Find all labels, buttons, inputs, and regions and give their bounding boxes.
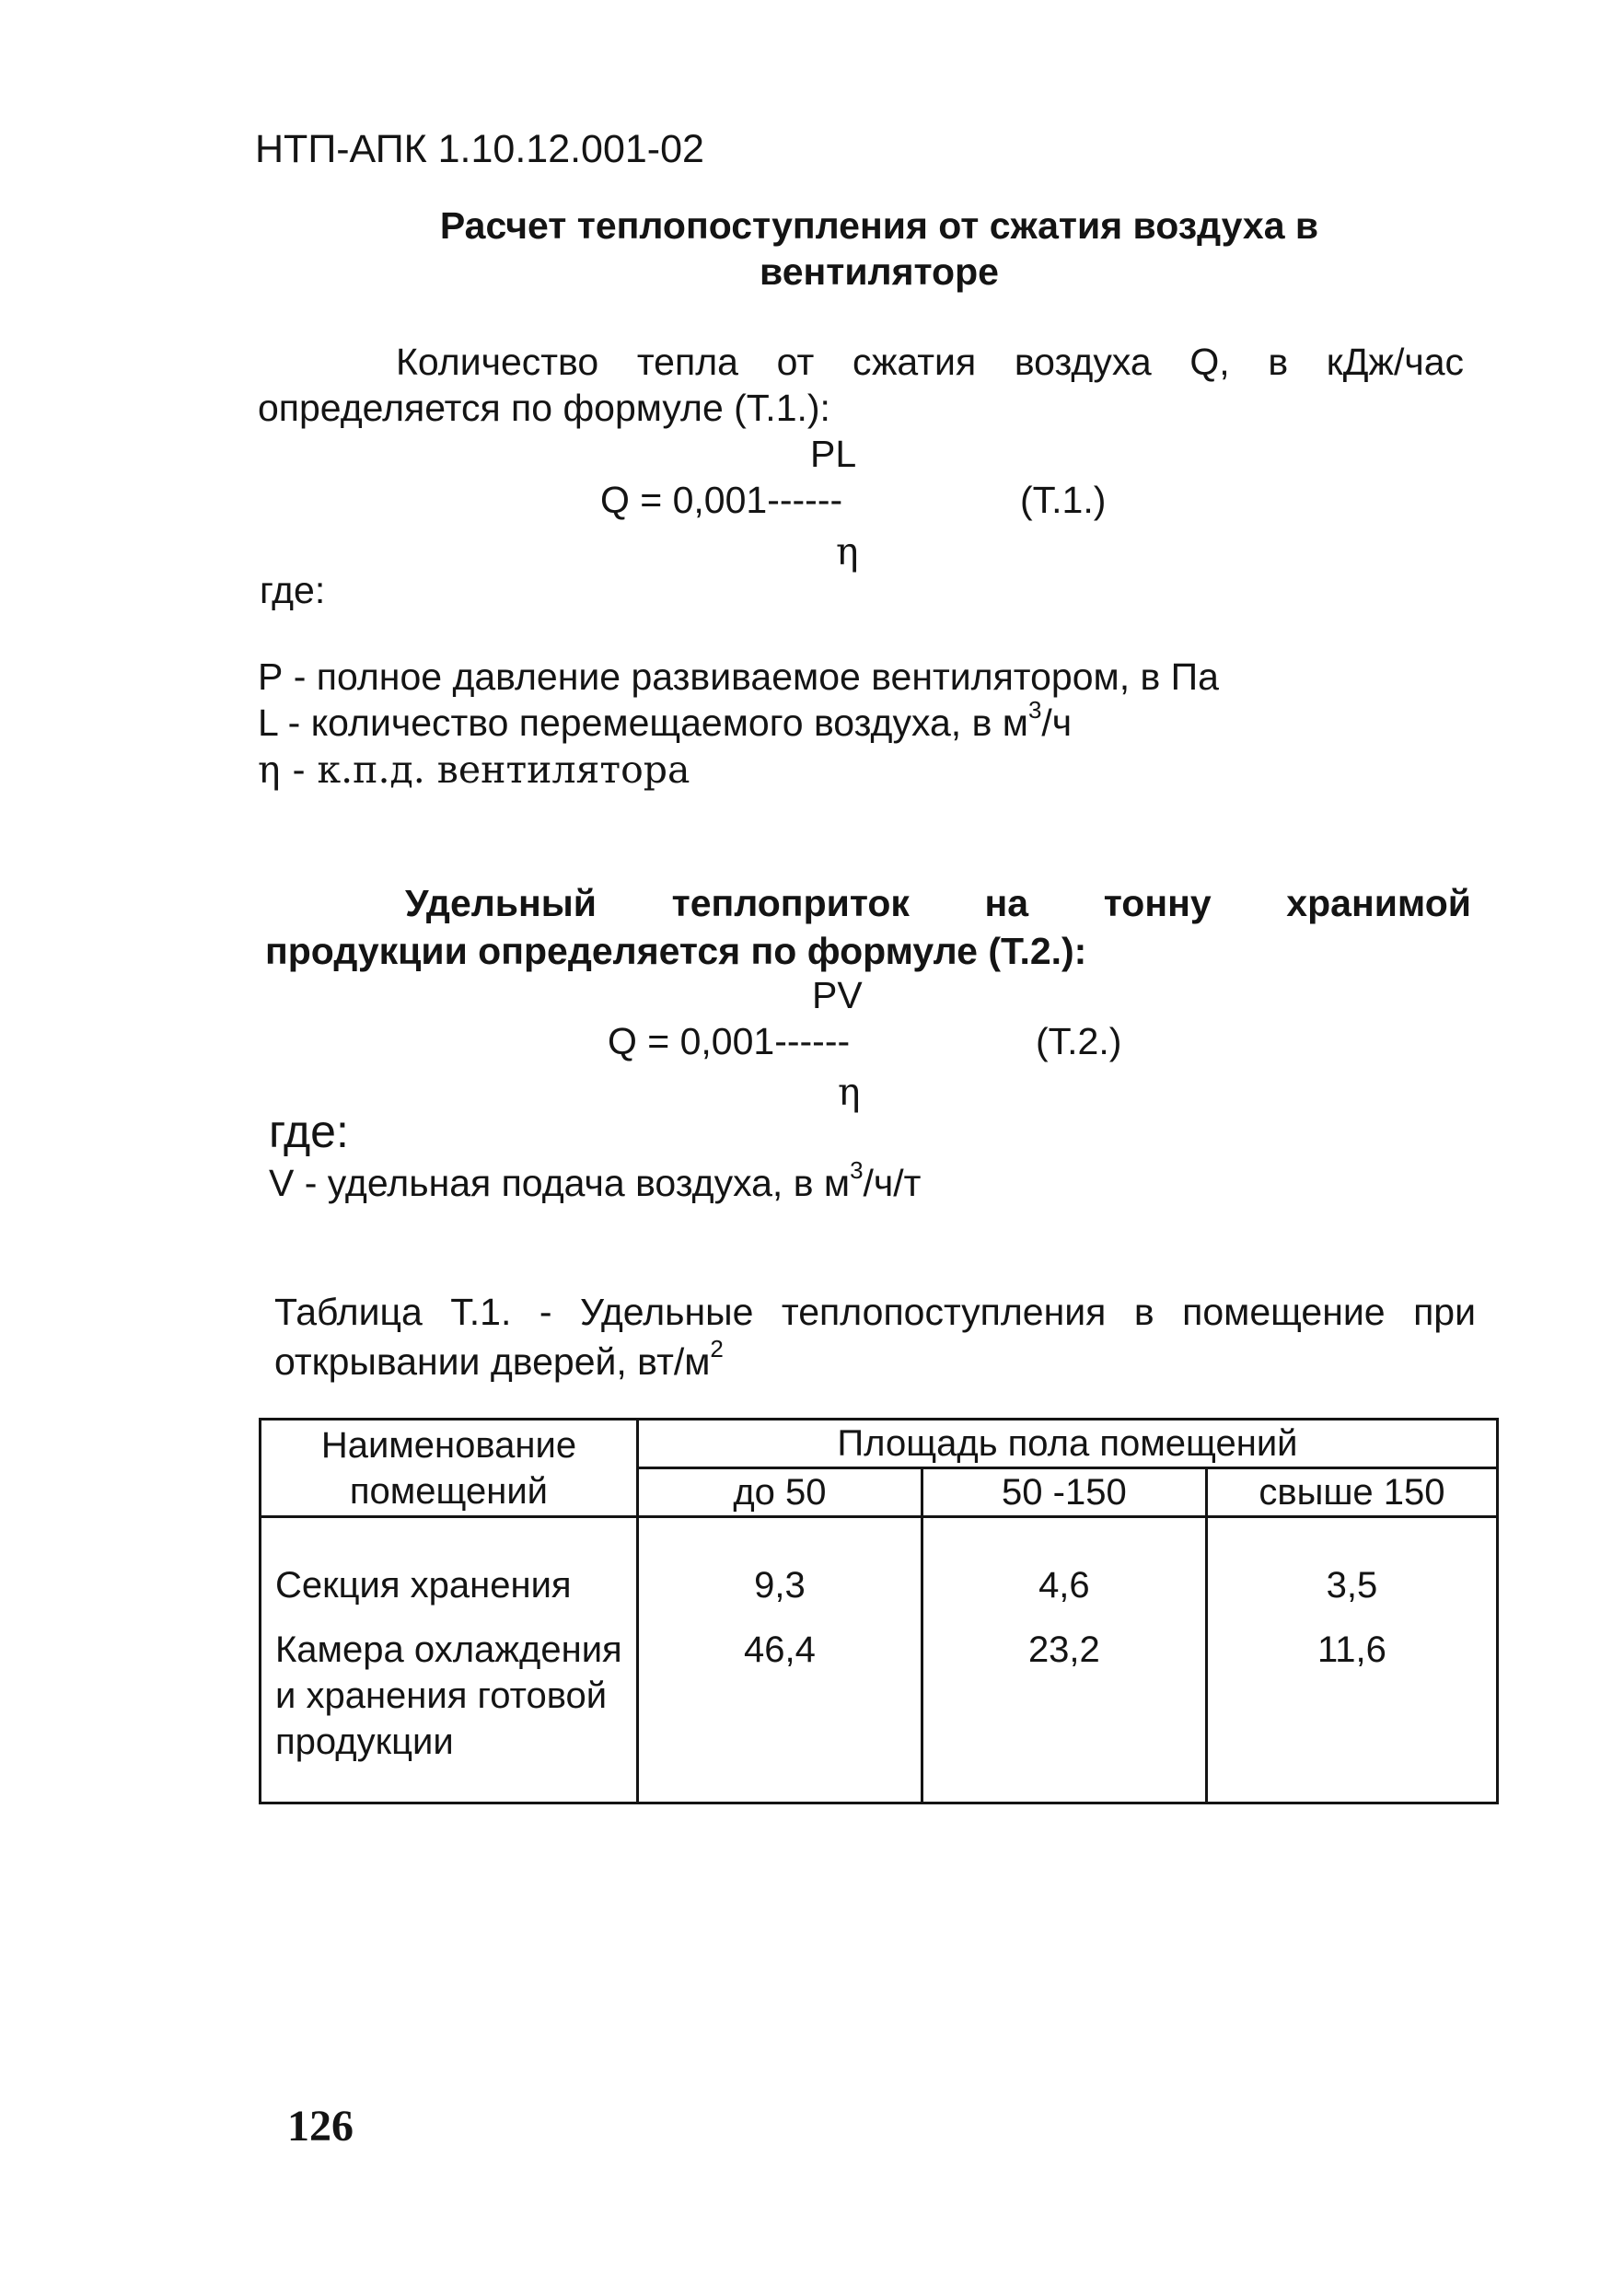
formula2-label: (Т.2.)	[1036, 1020, 1122, 1062]
formula2-denominator: η	[838, 1070, 861, 1114]
section2-intro-line2: продукции определяется по формуле (Т.2.):	[265, 930, 1087, 972]
where-label-1: где:	[260, 569, 326, 611]
table-column-header: 50 -150	[922, 1468, 1206, 1517]
table-cell: 46,4	[743, 1629, 816, 1670]
heat-gain-table	[259, 1418, 1499, 1804]
row-name-chamber: Камера охлаждения и хранения готовой продукции	[275, 1629, 622, 1762]
formula1-lhs: Q = 0,001------	[600, 479, 843, 521]
definition-eta: η - к.п.д. вентилятора	[258, 748, 690, 792]
table-column-header: до 50	[637, 1468, 922, 1517]
table-cell: 11,6	[1317, 1629, 1386, 1670]
table-cell: 3,5	[1326, 1565, 1378, 1606]
section2-intro-line1: Удельный теплоприток на тонну хранимой	[405, 882, 1471, 924]
table-body-row	[261, 1517, 1498, 1803]
table-caption-line1: Таблица Т.1. - Удельные теплопоступления в помещение при	[274, 1291, 1476, 1333]
table-cell: 4,6	[1038, 1565, 1090, 1606]
page-number: 126	[287, 2102, 354, 2151]
formula2-lhs: Q = 0,001------	[608, 1020, 851, 1062]
document-code: НТП-АПК 1.10.12.001-02	[255, 127, 704, 171]
table-header-group: Площадь пола помещений	[637, 1420, 1497, 1468]
formula1-denominator: η	[836, 529, 859, 574]
definition-v: V - удельная подача воздуха, в $м^3/ч/т$	[269, 1156, 922, 1204]
definition-l: L - количество перемещаемого воздуха, в $м^3/ч$	[258, 696, 1073, 744]
formula1-numerator: PL	[810, 433, 857, 475]
intro-line1: Количество тепла от сжатия воздуха Q, в кДж/час	[396, 341, 1464, 383]
table-header-name: Наименование помещений	[261, 1420, 638, 1517]
where-label-2: где:	[269, 1106, 349, 1157]
table-column-header: свыше 150	[1206, 1468, 1497, 1517]
row-name-storage: Секция хранения	[275, 1565, 572, 1606]
section-title-line2: вентиляторе	[760, 250, 999, 293]
table-cell: 23,2	[1027, 1629, 1100, 1670]
formula1-label: (Т.1.)	[1020, 479, 1107, 521]
intro-line2: определяется по формуле (Т.1.):	[258, 387, 830, 429]
table-caption-line2: открывании дверей, $вт/м^2$	[274, 1335, 724, 1383]
section-title-line1: Расчет теплопоступления от сжатия воздуха в	[439, 204, 1319, 247]
formula2-numerator: PV	[812, 974, 863, 1016]
table-cell: 9,3	[754, 1565, 806, 1606]
definition-p: Р - полное давление развиваемое вентилятором, в Па	[258, 655, 1219, 698]
